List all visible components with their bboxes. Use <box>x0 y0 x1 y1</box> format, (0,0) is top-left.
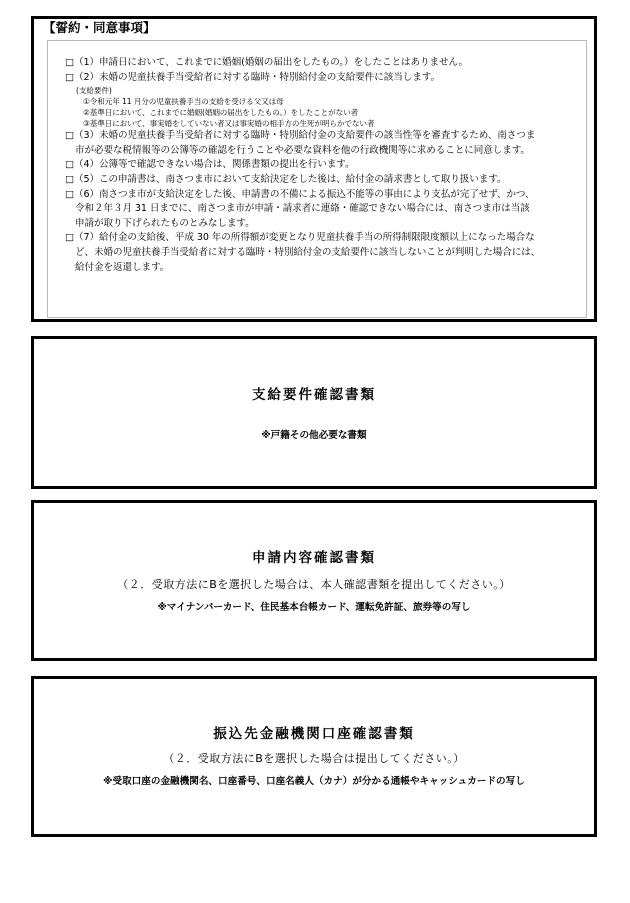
pledge-item <box>65 231 585 275</box>
pledge-item-continuation: ど、未婚の児童扶養手当受給者に対する臨時・特別給付金の支給要件に該当しないことが判明した場合には、 <box>75 246 541 258</box>
application-docs-heading: 申請内容確認書類 <box>252 550 376 566</box>
pledge-item-text: □（7）給付金の支給後、平成 30 年の所得額が変更となり児童扶養手当の所得制限限度額以上になった場合な <box>65 232 535 244</box>
pledge-item-text: □（3）未婚の児童扶養手当受給者に対する臨時・特別給付金の支給要件の該当性等を審査するため、南さつま <box>65 130 536 142</box>
pledge-item-continuation: 給付金を返還します。 <box>75 261 170 273</box>
pledge-item-text: □（5）この申請書は、南さつま市において支給決定をした後は、給付金の請求書として取り扱います。 <box>65 173 507 185</box>
requirement-item: ②基準日において、これまでに婚姻(婚姻の届出をしたもの。）をしたことがない者 <box>83 108 359 118</box>
pledge-item-continuation: 令和２年３月 31 日までに、南さつま市が申請・請求者に連絡・確認できない場合には、南さつま市は当該 <box>75 203 530 215</box>
pledge-item-text: □（6）南さつま市が支給決定をした後、申請書の不備による振込不能等の事由により支払が完了せず、かつ、 <box>65 188 535 200</box>
eligibility-docs-box <box>31 336 597 489</box>
bank-docs-subheading: （２．受取方法にBを選択した場合は提出してください。） <box>163 752 465 765</box>
pledge-item-continuation: 市が必要な税情報等の公簿等の確認を行うことや必要な資料を他の行政機関等に求めることに同意します。 <box>75 144 530 156</box>
requirements-heading: (支給要件) <box>76 86 112 96</box>
pledge-section <box>31 16 597 322</box>
application-docs-subheading: （２．受取方法にBを選択した場合は、本人確認書類を提出してください。） <box>117 578 511 591</box>
pledge-item <box>65 129 585 158</box>
pledge-title: 【誓約・同意事項】 <box>43 20 156 35</box>
pledge-item-continuation: 申請が取り下げられたものとみなします。 <box>75 217 255 229</box>
eligibility-docs-note: ※戸籍その他必要な書類 <box>261 430 367 441</box>
bank-docs-note: ※受取口座の金融機関名、口座番号、口座名義人（カナ）が分かる通帳やキャッシュカードの写し <box>103 776 525 787</box>
requirement-item: ①令和元年 11 月分の児童扶養手当の支給を受ける父又は母 <box>83 97 284 107</box>
pledge-item-text: □（1）申請日において、これまでに婚姻(婚姻の届出をしたもの。）をしたことはありません。 <box>65 57 469 68</box>
pledge-item <box>65 56 585 71</box>
pledge-item <box>65 158 585 173</box>
pledge-list-frame <box>47 40 587 318</box>
application-docs-note: ※マイナンバーカード、住民基本台帳カード、運転免許証、旅券等の写し <box>157 602 471 613</box>
eligibility-docs-heading: 支給要件確認書類 <box>252 387 376 403</box>
application-docs-box <box>31 500 597 661</box>
pledge-item-text: □（2）未婚の児童扶養手当受給者に対する臨時・特別給付金の支給要件に該当します。 <box>65 71 440 83</box>
bank-docs-heading: 振込先金融機関口座確認書類 <box>213 726 415 742</box>
requirement-item: ③基準日において、事実婚をしていない者又は事実婚の相手方の生死が明らかでない者 <box>83 119 375 129</box>
pledge-item <box>65 71 585 130</box>
pledge-items <box>65 56 585 275</box>
pledge-item <box>65 173 585 188</box>
pledge-item-text: □（4）公簿等で確認できない場合は、関係書類の提出を行います。 <box>65 159 355 171</box>
pledge-item <box>65 188 585 232</box>
bank-docs-box <box>31 676 597 837</box>
